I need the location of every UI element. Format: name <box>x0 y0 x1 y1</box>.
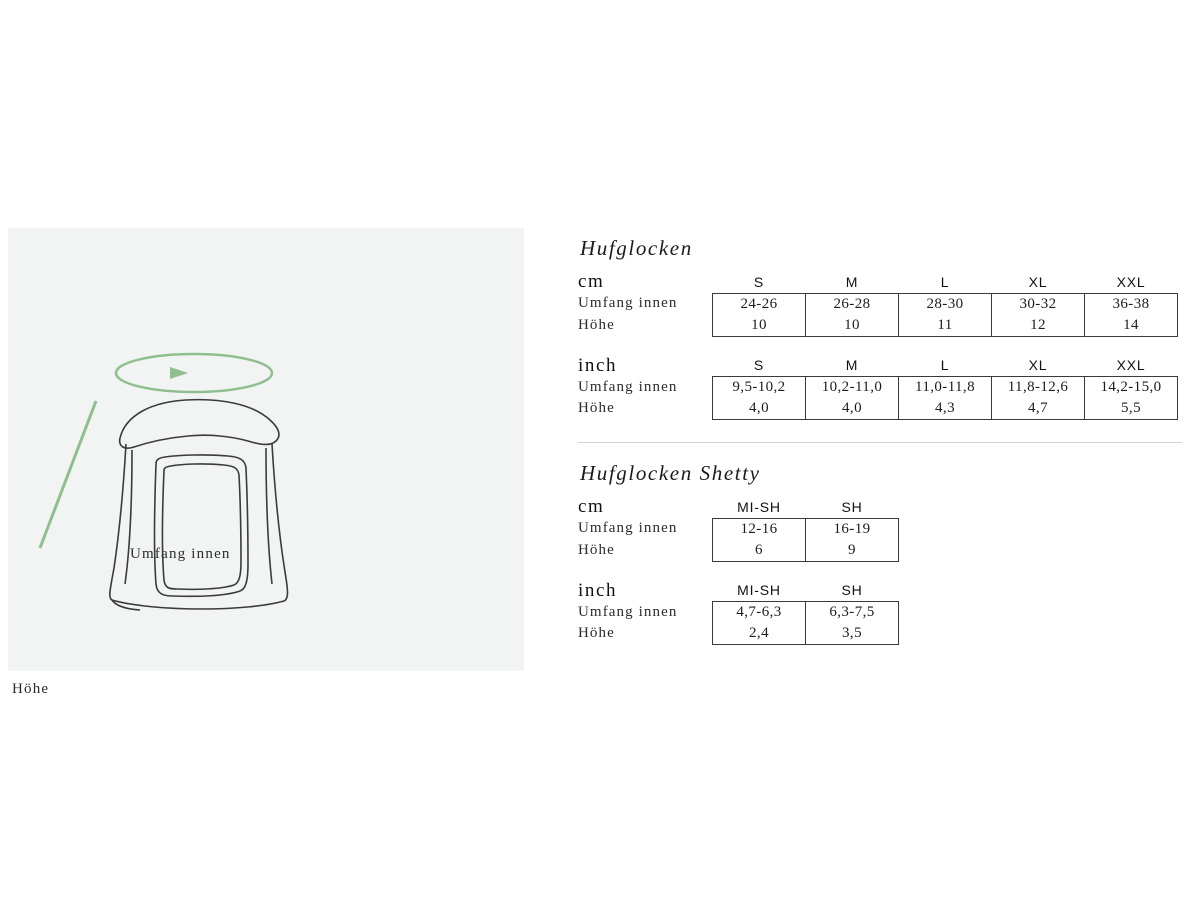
illustration-label-height: Höhe <box>12 681 50 697</box>
illustration-panel <box>8 228 524 697</box>
table-row <box>578 293 1178 315</box>
cell-value: 10 <box>806 315 899 337</box>
illustration-label-circumference: Umfang innen <box>130 546 231 562</box>
cell-value: 4,0 <box>713 398 806 420</box>
cell-value: 5,5 <box>1085 398 1178 420</box>
row-label-height: Höhe <box>578 541 615 558</box>
table-row-header <box>578 355 1178 377</box>
table-row <box>578 398 1178 420</box>
cell-value: 4,7 <box>992 398 1085 420</box>
row-label-circumference: Umfang innen <box>578 295 678 312</box>
size-header-xl: XL <box>1028 357 1048 374</box>
cell-value: 3,5 <box>806 623 899 645</box>
cell-value: 26-28 <box>806 293 899 315</box>
cell-value: 14,2-15,0 <box>1085 377 1178 399</box>
table-hufglocken-inch <box>578 355 1178 421</box>
size-header-m: M <box>845 357 859 374</box>
spacer <box>578 337 1182 355</box>
cell-value: 4,3 <box>899 398 992 420</box>
row-label-height: Höhe <box>578 400 615 417</box>
cell-value: 36-38 <box>1085 293 1178 315</box>
section-divider <box>578 442 1182 443</box>
cell-value: 9,5-10,2 <box>713 377 806 399</box>
circumference-arrow-icon <box>116 354 272 392</box>
size-header-sh: SH <box>841 498 863 515</box>
cell-value: 24-26 <box>713 293 806 315</box>
table-shetty-inch <box>578 580 899 646</box>
table-block-hufglocken <box>578 236 1182 420</box>
cell-value: 6,3-7,5 <box>806 602 899 624</box>
cell-value: 10,2-11,0 <box>806 377 899 399</box>
cell-value: 4,0 <box>806 398 899 420</box>
table-row <box>578 377 1178 399</box>
size-header-mi-sh: MI-SH <box>737 582 781 599</box>
cell-value: 12-16 <box>713 518 806 540</box>
size-header-m: M <box>845 273 859 290</box>
row-label-circumference: Umfang innen <box>578 520 678 537</box>
bell-boot-illustration <box>8 228 524 671</box>
cell-value: 9 <box>806 540 899 562</box>
cell-value: 10 <box>713 315 806 337</box>
spacer <box>578 562 1182 580</box>
unit-label-cm: cm <box>578 496 605 517</box>
size-header-sh: SH <box>841 582 863 599</box>
cell-value: 12 <box>992 315 1085 337</box>
row-label-height: Höhe <box>578 625 615 642</box>
row-label-height: Höhe <box>578 316 615 333</box>
cell-value: 30-32 <box>992 293 1085 315</box>
cell-value: 11,0-11,8 <box>899 377 992 399</box>
table-row <box>578 315 1178 337</box>
table-row <box>578 623 899 645</box>
table-block-hufglocken-shetty <box>578 461 1182 645</box>
size-header-xxl: XXL <box>1116 273 1146 290</box>
size-header-mi-sh: MI-SH <box>737 498 781 515</box>
table-row-header <box>578 496 899 518</box>
cell-value: 16-19 <box>806 518 899 540</box>
table-row-header <box>578 271 1178 293</box>
boot-outline <box>110 400 288 610</box>
size-header-l: L <box>940 273 950 290</box>
table-hufglocken-cm <box>578 271 1178 337</box>
cell-value: 2,4 <box>713 623 806 645</box>
table-row <box>578 540 899 562</box>
size-tables <box>578 236 1182 645</box>
cell-value: 11 <box>899 315 992 337</box>
cell-value: 6 <box>713 540 806 562</box>
unit-label-inch: inch <box>578 354 618 376</box>
table-row <box>578 518 899 540</box>
arrow-head-icon <box>170 367 188 379</box>
cell-value: 11,8-12,6 <box>992 377 1085 399</box>
size-header-l: L <box>940 357 950 374</box>
row-label-circumference: Umfang innen <box>578 603 678 620</box>
cell-value: 14 <box>1085 315 1178 337</box>
height-line-icon <box>40 401 96 548</box>
table-title-hufglocken: Hufglocken <box>580 236 693 260</box>
cell-value: 4,7-6,3 <box>713 602 806 624</box>
row-label-circumference: Umfang innen <box>578 378 678 395</box>
size-header-s: S <box>753 357 765 374</box>
table-row <box>578 602 899 624</box>
unit-label-inch: inch <box>578 579 618 601</box>
size-header-xl: XL <box>1028 273 1048 290</box>
size-header-xxl: XXL <box>1116 357 1146 374</box>
table-row-header <box>578 580 899 602</box>
table-shetty-cm <box>578 496 899 562</box>
unit-label-cm: cm <box>578 271 605 292</box>
table-title-hufglocken-shetty: Hufglocken Shetty <box>580 461 761 485</box>
cell-value: 28-30 <box>899 293 992 315</box>
size-header-s: S <box>753 273 765 290</box>
